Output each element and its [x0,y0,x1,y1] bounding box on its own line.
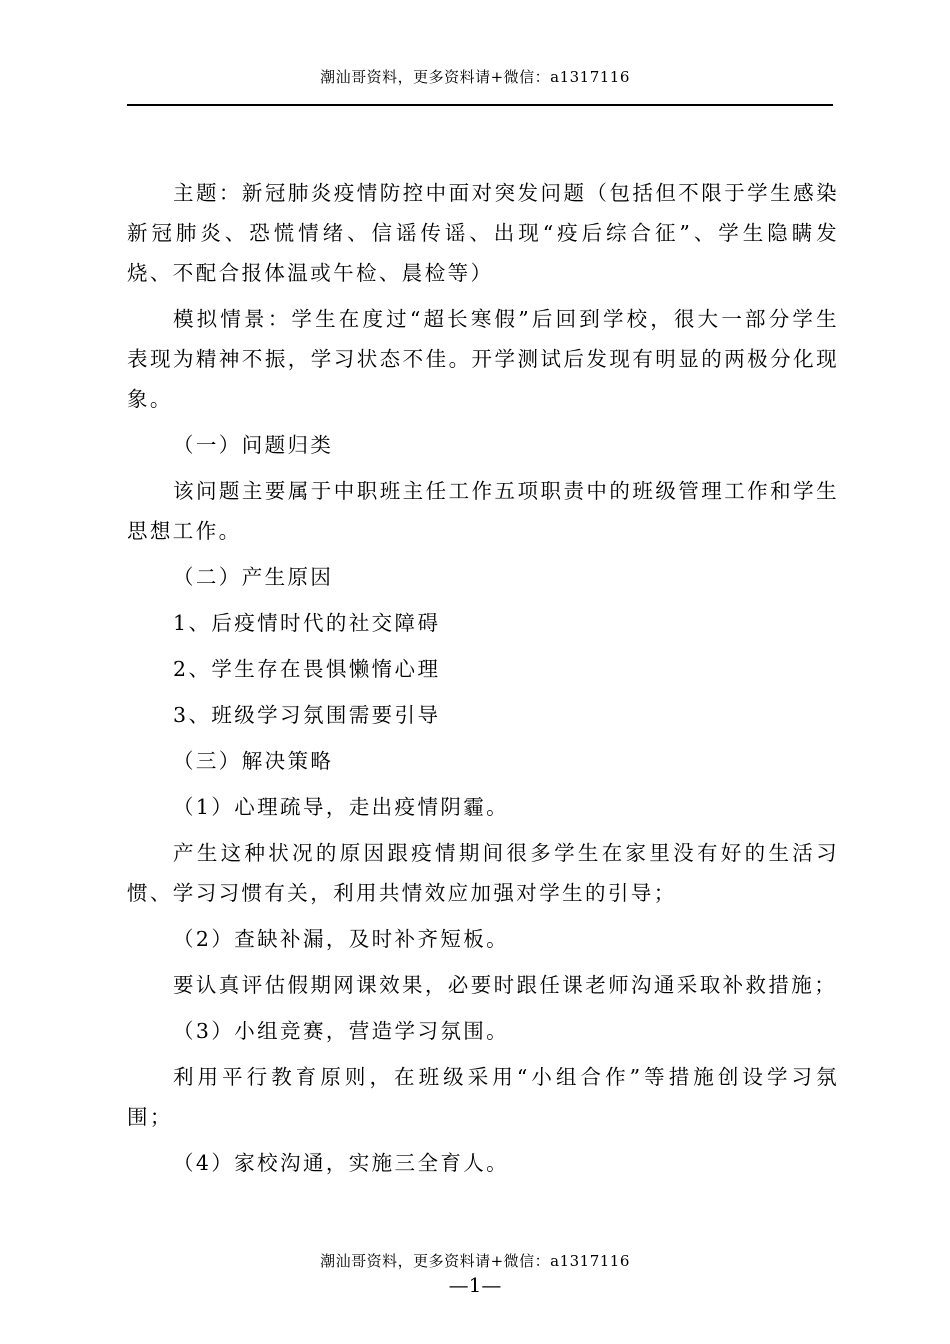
header-rule [127,104,833,106]
heading-causes: （二）产生原因 [173,565,334,589]
strategy-2-title: （2）查缺补漏，及时补齐短板。 [173,927,510,951]
strategy-3-title: （3）小组竞赛，营造学习氛围。 [173,1019,510,1043]
strategy-3-text: 利用平行教育原则，在班级采用“小组合作”等措施创设学习氛围； [127,1065,839,1129]
strategy-1-text: 产生这种状况的原因跟疫情期间很多学生在家里没有好的生活习惯、学习习惯有关，利用共情效应加强对学生的引导； [127,841,839,905]
cause-item-2: 2、学生存在畏惧懒惰心理 [173,657,441,681]
problem-category-paragraph: 该问题主要属于中职班主任工作五项职责中的班级管理工作和学生思想工作。 [127,479,839,543]
strategy-2-text: 要认真评估假期网课效果，必要时跟任课老师沟通采取补救措施； [173,973,838,997]
page-number: —1— [448,1273,502,1297]
cause-item-1: 1、后疫情时代的社交障碍 [173,611,441,635]
page-header: 潮汕哥资料，更多资料请+微信：a1317116 [320,68,630,86]
page-footer: 潮汕哥资料，更多资料请+微信：a1317116 [320,1252,630,1270]
scenario-paragraph: 模拟情景：学生在度过“超长寒假”后回到学校，很大一部分学生表现为精神不振，学习状态不佳。开学测试后发现有明显的两极分化现象。 [127,307,839,411]
document-body [127,173,839,1183]
strategy-4-title: （4）家校沟通，实施三全育人。 [173,1151,510,1175]
cause-item-3: 3、班级学习氛围需要引导 [173,703,441,727]
strategy-1-title: （1）心理疏导，走出疫情阴霾。 [173,795,510,819]
theme-paragraph: 主题：新冠肺炎疫情防控中面对突发问题（包括但不限于学生感染新冠肺炎、恐慌情绪、信谣传谣、出现“疫后综合征”、学生隐瞒发烧、不配合报体温或午检、晨检等） [127,181,839,285]
heading-problem-category: （一）问题归类 [173,433,334,457]
heading-strategies: （三）解决策略 [173,749,334,773]
